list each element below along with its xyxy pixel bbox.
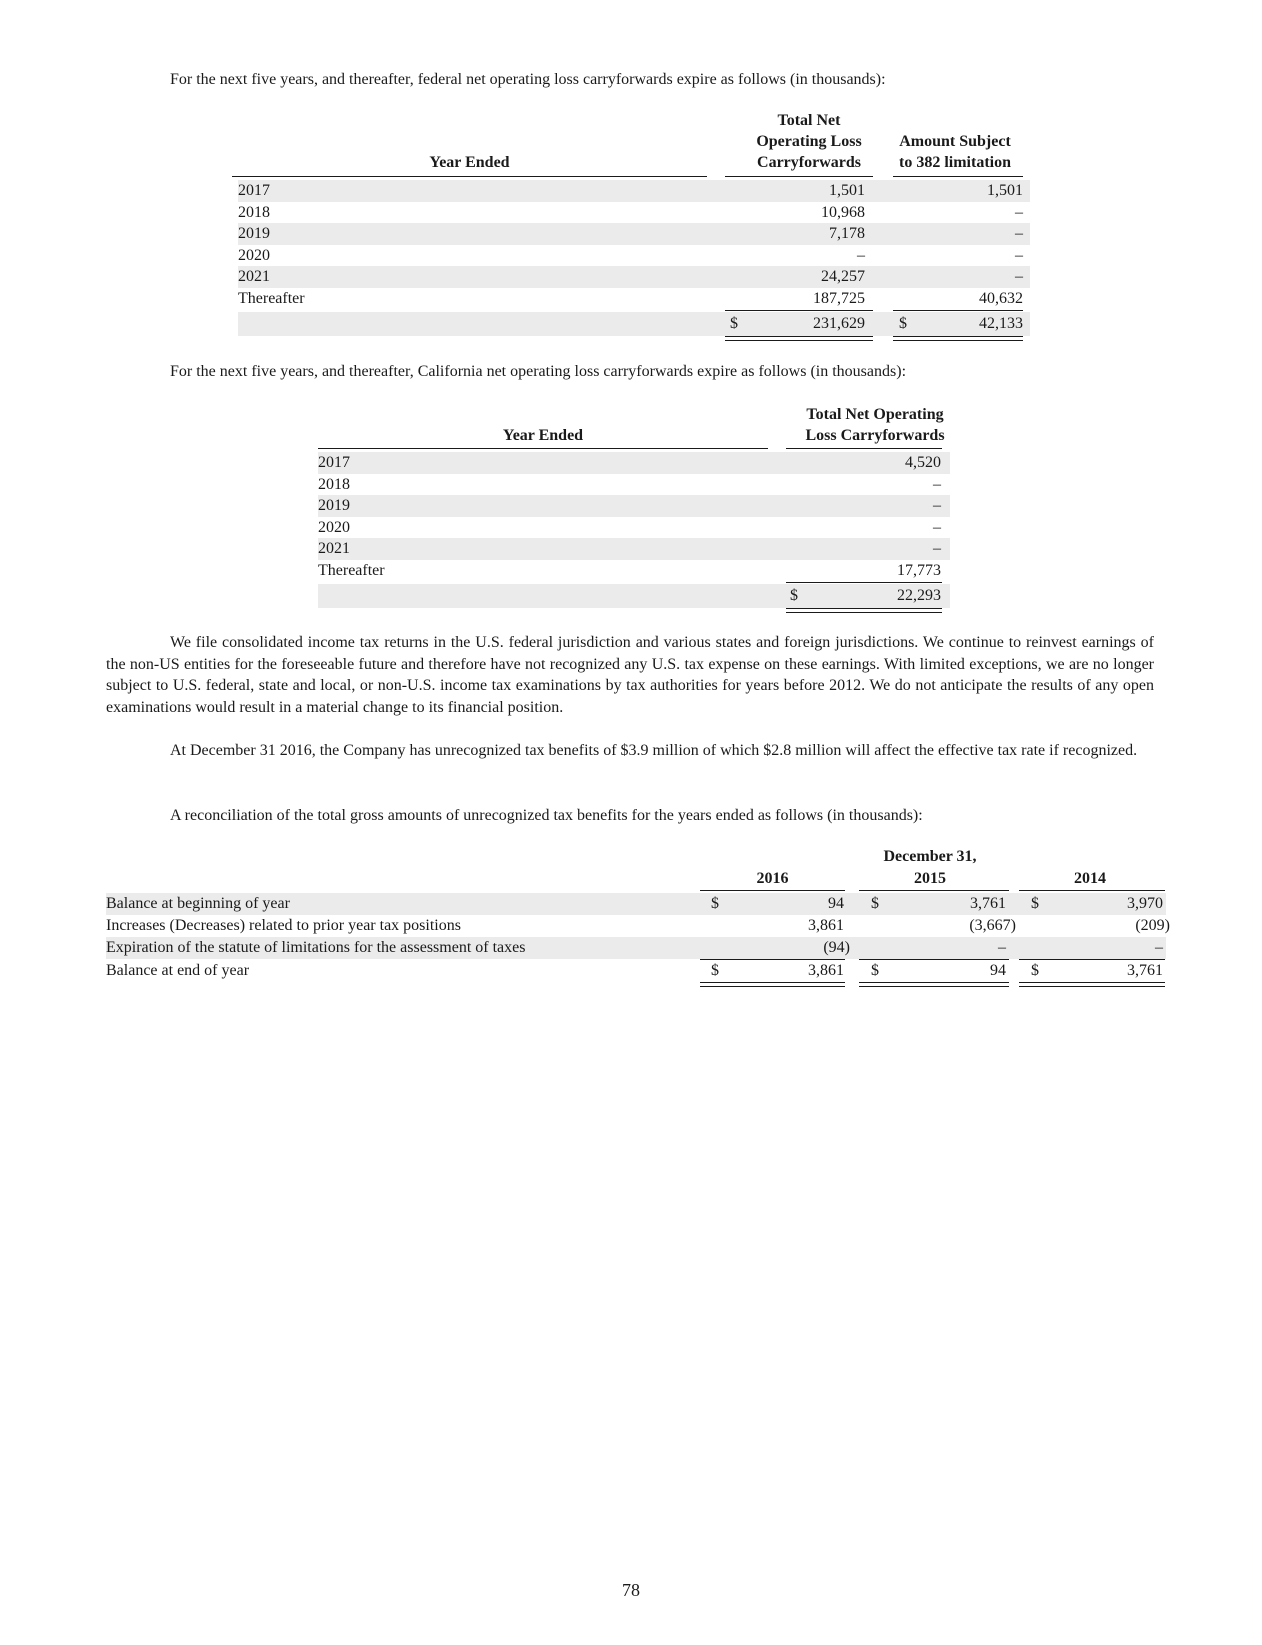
federal-row-total: 187,725 — [813, 289, 865, 307]
federal-total-double-rule — [893, 336, 1023, 341]
reconciliation-value-2014: – — [1155, 939, 1163, 956]
federal-total-subject: 42,133 — [979, 315, 1023, 332]
reconciliation-total-double-rule — [859, 982, 1009, 987]
federal-total-value: 231,629 — [813, 315, 865, 332]
california-subtotal-rule — [786, 582, 942, 583]
reconciliation-value-2016: 3,861 — [808, 962, 844, 979]
reconciliation-currency: $ — [871, 962, 879, 979]
federal-row-subject: – — [1015, 268, 1023, 285]
federal-row — [238, 223, 1030, 245]
federal-total-header-line1: Total Net — [777, 112, 841, 129]
reconciliation-header-underline — [859, 890, 1009, 891]
california-year-header: Year Ended — [502, 427, 584, 444]
federal-row-label: 2017 — [238, 182, 270, 199]
california-row-total: – — [933, 475, 941, 493]
california-total-header-line2: Loss Carryforwards — [805, 427, 945, 444]
reconciliation-total-double-rule — [1019, 982, 1165, 987]
federal-row-subject: – — [1015, 203, 1023, 221]
page-number: 78 — [622, 1580, 640, 1600]
reconciliation-value-2015: – — [998, 939, 1006, 956]
reconciliation-year-header: 2014 — [1074, 870, 1106, 887]
federal-row-total: 24,257 — [821, 268, 865, 285]
federal-row-total: 10,968 — [821, 203, 865, 221]
federal-row-subject: – — [1015, 246, 1023, 264]
reconciliation-value-2016: (94) — [823, 939, 850, 956]
california-row — [318, 452, 950, 474]
california-row-total: 4,520 — [905, 454, 941, 471]
federal-row-label: 2018 — [238, 203, 270, 221]
california-row-total: – — [933, 497, 941, 514]
reconciliation-header-underline — [700, 890, 845, 891]
federal-total-row — [238, 312, 1030, 336]
reconciliation-row-label: Balance at end of year — [106, 962, 250, 979]
federal-subtotal-rule — [725, 310, 873, 311]
california-row-total: – — [933, 518, 941, 536]
reconciliation-value-2016: 94 — [828, 895, 844, 912]
california-row-total: – — [933, 540, 941, 557]
federal-subject-header-line1: Amount Subject — [899, 133, 1011, 150]
reconciliation-year-header: 2016 — [756, 870, 789, 887]
california-total-header-underline — [786, 448, 942, 449]
reconciliation-row — [106, 937, 1166, 959]
reconciliation-group-header: December 31, — [883, 848, 977, 865]
reconciliation-row-label: Balance at beginning of year — [106, 895, 290, 912]
california-row — [318, 560, 950, 582]
federal-intro: For the next five years, and thereafter, federal net operating loss carryforwards expire as follows (in thousands): — [170, 71, 886, 88]
unrecognized-benefits-paragraph — [106, 740, 1154, 762]
california-row-label: 2017 — [318, 454, 350, 471]
california-row-label: Thereafter — [318, 561, 385, 579]
reconciliation-currency: $ — [1031, 895, 1039, 912]
california-row-label: 2021 — [318, 540, 350, 557]
reconciliation-row — [106, 893, 1166, 915]
federal-total-double-rule — [725, 336, 873, 341]
federal-row-total: 1,501 — [829, 182, 865, 199]
reconciliation-total-double-rule — [700, 982, 845, 987]
federal-subject-header-underline — [893, 176, 1023, 177]
federal-row-total: – — [857, 246, 865, 264]
federal-row-label: Thereafter — [238, 289, 305, 307]
reconciliation-value-2014: 3,970 — [1127, 895, 1163, 912]
reconciliation-value-2015: (3,667) — [969, 917, 1016, 934]
federal-subject-header-line2: to 382 limitation — [899, 154, 1011, 171]
california-total-value: 22,293 — [897, 587, 941, 604]
federal-year-header: Year Ended — [429, 154, 510, 171]
reconciliation-value-2014: 3,761 — [1127, 962, 1163, 979]
california-intro: For the next five years, and thereafter, California net operating loss carryforwards expire as follows (in thousands): — [170, 363, 907, 380]
federal-total-header-line2: Operating Loss — [756, 133, 862, 150]
reconciliation-currency: $ — [711, 895, 719, 912]
federal-total-currency: $ — [899, 315, 907, 332]
federal-row — [238, 288, 1030, 310]
federal-row-label: 2019 — [238, 225, 270, 242]
federal-total-currency: $ — [730, 315, 738, 332]
reconciliation-currency: $ — [711, 962, 719, 979]
federal-row-subject: 40,632 — [979, 289, 1023, 307]
unrecognized-benefits-paragraph-text: At December 31 2016, the Company has unrecognized tax benefits of $3.9 million of which $2.8 million will affect the effective tax rate if recognized. — [170, 742, 1138, 759]
federal-row-total: 7,178 — [829, 225, 865, 242]
reconciliation-value-2015: 3,761 — [970, 895, 1006, 912]
california-row — [318, 517, 950, 539]
reconciliation-value-2016: 3,861 — [808, 917, 844, 934]
federal-year-header-underline — [232, 176, 707, 177]
reconciliation-row-label: Expiration of the statute of limitations for the assessment of taxes — [106, 939, 526, 956]
california-total-row — [318, 584, 950, 608]
reconciliation-value-2014: (209) — [1135, 917, 1170, 934]
california-row-total: 17,773 — [897, 561, 941, 579]
reconciliation-row-label: Increases (Decreases) related to prior year tax positions — [106, 917, 461, 934]
reconciliation-intro: A reconciliation of the total gross amounts of unrecognized tax benefits for the years ended as follows (in thousands): — [170, 807, 923, 824]
federal-row-label: 2021 — [238, 268, 270, 285]
federal-row — [238, 266, 1030, 288]
california-row — [318, 495, 950, 517]
federal-row-label: 2020 — [238, 246, 270, 264]
tax-returns-paragraph — [106, 632, 1154, 718]
reconciliation-currency: $ — [1031, 962, 1039, 979]
california-row-label: 2018 — [318, 475, 350, 493]
california-row — [318, 474, 950, 496]
federal-total-header-underline — [725, 176, 873, 177]
federal-row — [238, 202, 1030, 224]
federal-row — [238, 245, 1030, 267]
california-row-label: 2019 — [318, 497, 350, 514]
california-row — [318, 538, 950, 560]
federal-total-header-line3: Carryforwards — [757, 154, 861, 171]
california-total-header-line1: Total Net Operating — [806, 406, 944, 423]
federal-subtotal-rule — [893, 310, 1023, 311]
federal-row — [238, 180, 1030, 202]
tax-returns-paragraph-text: We file consolidated income tax returns in the U.S. federal jurisdiction and various states and foreign jurisdictions. We continue to reinvest earnings of the non-US entities for the foreseeable future and therefore have not recognized any U.S. tax expense on these earnings. With limited exceptions, we are no longer subject to U.S. federal, state and local, or non-U.S. income tax examinations by tax authorities for years before 2012. We do not anticipate the results of any open examinations would result in a material change to its financial position. — [106, 634, 1154, 716]
california-total-currency: $ — [790, 587, 798, 604]
reconciliation-row — [106, 960, 1166, 982]
federal-row-subject: 1,501 — [987, 182, 1023, 199]
california-year-header-underline — [318, 448, 768, 449]
california-total-double-rule — [786, 608, 942, 613]
federal-row-subject: – — [1015, 225, 1023, 242]
reconciliation-currency: $ — [871, 895, 879, 912]
reconciliation-year-header: 2015 — [914, 870, 946, 887]
reconciliation-value-2015: 94 — [990, 962, 1006, 979]
reconciliation-row — [106, 915, 1170, 937]
reconciliation-header-underline — [1019, 890, 1165, 891]
california-row-label: 2020 — [318, 518, 350, 536]
